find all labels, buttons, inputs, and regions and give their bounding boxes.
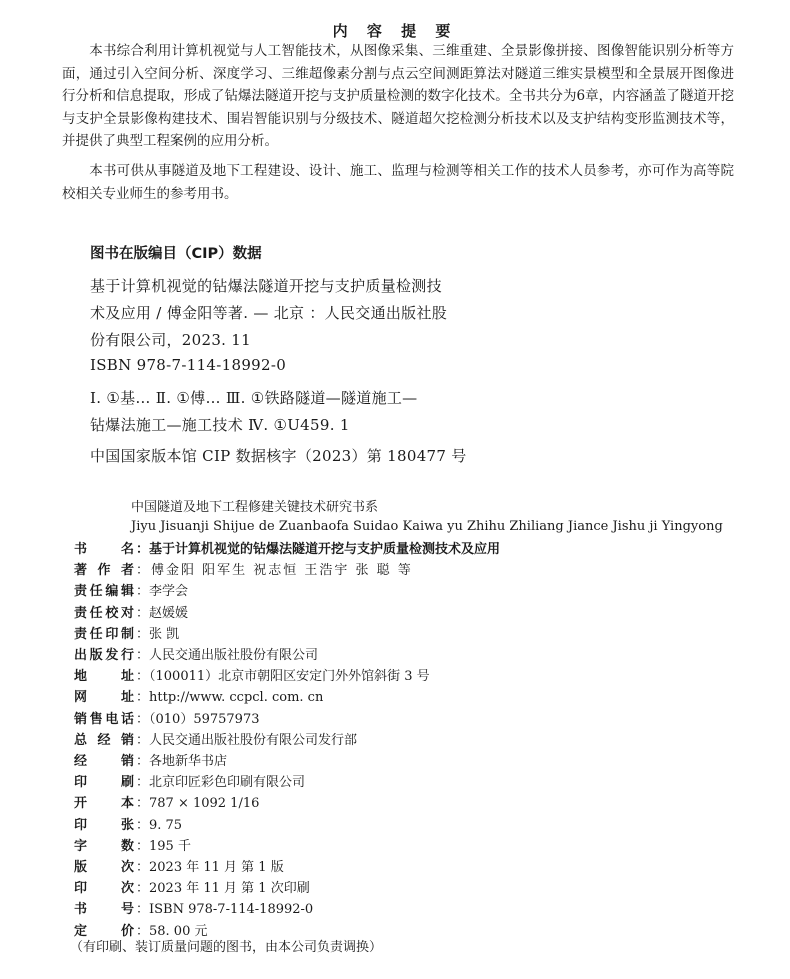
quality-note: （有印刷、装订质量问题的图书，由本公司负责调换） — [70, 940, 383, 955]
imprint-label: 责 任 印 制 — [74, 626, 134, 642]
imprint-value: ：基于计算机视觉的钻爆法隧道开挖与支护质量检测技术及应用 — [136, 542, 501, 557]
imprint-value: ：58. 00 元 — [136, 923, 208, 939]
cip-line-4: ISBN 978-7-114-18992-0 — [90, 356, 287, 374]
imprint-value: ：（010）59757973 — [136, 711, 260, 727]
imprint-label: 销 售 电 话 — [74, 711, 134, 727]
imprint-value: ：傅金阳 阳军生 祝志恒 王浩宇 张 聪 等 — [136, 563, 413, 579]
imprint-value: ：ISBN 978-7-114-18992-0 — [136, 902, 314, 918]
cip-line-6: 钻爆法施工—施工技术 Ⅳ. ①U459. 1 — [90, 416, 350, 434]
summary-paragraph-2: 本书可供从事隧道及地下工程建设、设计、施工、监理与检测等相关工作的技术人员参考，亦可作为高等院校相关专业师生的参考用书。 — [62, 163, 734, 202]
imprint-value: ：张 凯 — [136, 626, 180, 642]
imprint-label: 定 价 — [74, 923, 134, 939]
imprint-label: 字 数 — [74, 838, 134, 854]
summary-heading: 内 容 提 要 — [332, 22, 458, 40]
imprint-value: ：人民交通出版社股份有限公司 — [136, 648, 319, 663]
imprint-value: ：2023 年 11 月 第 1 次印刷 — [136, 881, 310, 897]
cip-line-7: 中国国家版本馆 CIP 数据核字（2023）第 180477 号 — [90, 447, 467, 465]
imprint-label: 总 经 销 — [74, 732, 134, 748]
imprint-label: 印 刷 — [74, 775, 134, 791]
cip-heading: 图书在版编目（CIP）数据 — [90, 246, 262, 262]
imprint-label: 开 本 — [74, 796, 134, 812]
series-pinyin-title: Jiyu Jisuanji Shijue de Zuanbaofa Suidao Kaiwa yu Zhihu Zhiliang Jiance Jishu ji Yingyong — [131, 519, 723, 534]
imprint-label: 责 任 编 辑 — [74, 584, 134, 600]
imprint-label: 书 号 — [74, 902, 134, 918]
series-title: 中国隧道及地下工程修建关键技术研究书系 — [131, 500, 379, 515]
imprint-value: ：北京印匠彩色印刷有限公司 — [136, 775, 306, 791]
imprint-label: 版 次 — [74, 860, 134, 875]
imprint-value: ：赵媛媛 — [136, 605, 189, 621]
imprint-label: 书 名 — [74, 542, 134, 557]
imprint-value: ：2023 年 11 月 第 1 版 — [136, 860, 284, 875]
cip-line-3: 份有限公司，2023. 11 — [90, 331, 251, 349]
imprint-label: 出 版 发 行 — [74, 648, 134, 663]
imprint-value: ：（100011）北京市朝阳区安定门外外馆斜街 3 号 — [136, 669, 430, 685]
cip-line-2: 术及应用 / 傅金阳等著. — 北京 ：人民交通出版社股 — [90, 304, 448, 322]
imprint-label: 网 址 — [74, 690, 134, 706]
imprint-label: 印 次 — [74, 881, 134, 897]
imprint-value: ：李学会 — [136, 584, 189, 600]
imprint-label: 责 任 校 对 — [74, 605, 134, 621]
imprint-value: ：787 × 1092 1/16 — [136, 796, 260, 812]
imprint-value[interactable]: ：http://www. ccpcl. com. cn — [136, 690, 324, 706]
imprint-value: ：各地新华书店 — [136, 754, 228, 769]
imprint-value: ：9. 75 — [136, 817, 183, 833]
imprint-label: 经 销 — [74, 754, 134, 769]
imprint-value: ：人民交通出版社股份有限公司发行部 — [136, 732, 358, 748]
cip-line-5: Ⅰ. ①基… Ⅱ. ①傅… Ⅲ. ①铁路隧道—隧道施工— — [90, 389, 418, 407]
imprint-value: ：195 千 — [136, 838, 191, 854]
cip-line-1: 基于计算机视觉的钻爆法隧道开挖与支护质量检测技 — [90, 277, 442, 295]
imprint-label: 地 址 — [74, 669, 134, 685]
summary-paragraph-1: 本书综合利用计算机视觉与人工智能技术，从图像采集、三维重建、全景影像拼接、图像智能识别分析等方面，通过引入空间分析、深度学习、三维超像素分割与点云空间测距算法对隧道三维实景模型和全景展开图像进行分析和信息提取，形成了钻爆法隧道开挖与支护质量检测的数字化技术。全书共分为6章，内容涵盖了隧道开挖与支护全景影像构建技术、围岩智能识别与分级技术、隧道超欠挖检测分析技术以及支护结构变形监测技术等，并提供了典型工程案例的应用分析。 — [62, 43, 734, 149]
imprint-label: 著 作 者 — [74, 563, 134, 579]
imprint-label: 印 张 — [74, 817, 134, 833]
